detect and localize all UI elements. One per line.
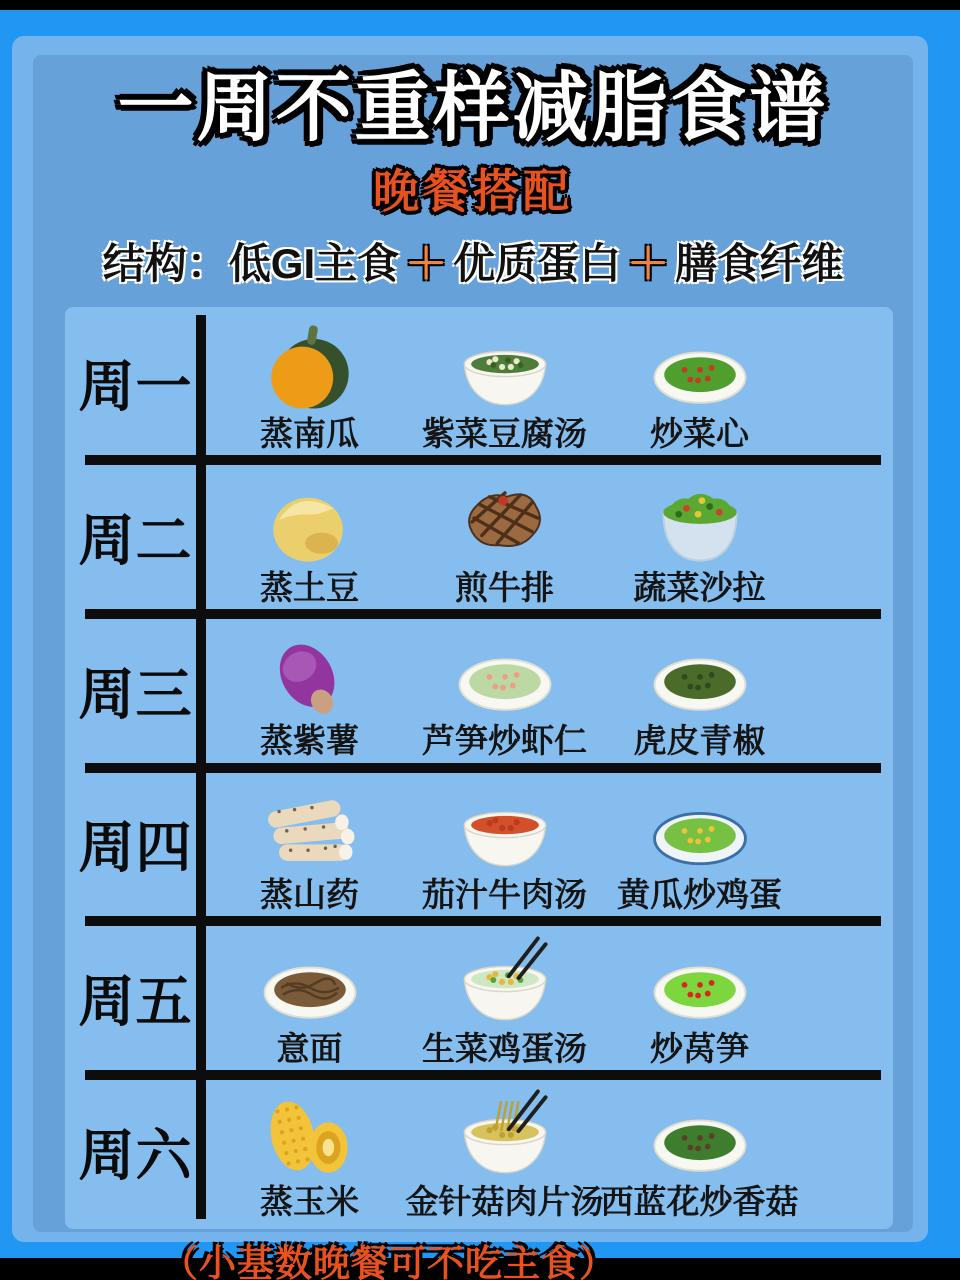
dish-caption: 蒸玉米 — [260, 1183, 359, 1221]
pumpkin-icon — [252, 318, 368, 414]
dish-caption: 蒸紫薯 — [260, 722, 359, 760]
poster-title: 一周不重样减脂食谱 — [117, 66, 829, 151]
shrimp-asparagus-icon — [447, 625, 563, 721]
day-row — [65, 768, 893, 922]
blistered-pepper-icon — [642, 625, 758, 721]
day-row — [65, 921, 893, 1075]
structure-line — [33, 231, 913, 291]
dish-cell — [212, 620, 407, 768]
dish-group — [206, 614, 893, 768]
day-label: 周六 — [78, 1123, 193, 1187]
vegetable-salad-icon — [642, 472, 758, 568]
dish-cell — [407, 466, 602, 614]
dish-caption: 黄瓜炒鸡蛋 — [617, 875, 782, 913]
corn-icon — [252, 1086, 368, 1182]
dish-caption: 虎皮青椒 — [633, 722, 766, 760]
dish-caption: 意面 — [276, 1029, 343, 1067]
cucumber-egg-icon — [642, 779, 758, 875]
seaweed-tofu-soup-icon — [447, 318, 563, 414]
lettuce-egg-soup-icon — [447, 933, 563, 1029]
plus-icon: ＋ — [627, 239, 670, 287]
dish-cell — [212, 1081, 407, 1229]
tomato-beef-soup-icon — [447, 779, 563, 875]
pasta-icon — [252, 933, 368, 1029]
day-row — [65, 460, 893, 614]
dish-group — [206, 921, 893, 1075]
dish-cell — [602, 466, 797, 614]
poster-subtitle: 晚餐搭配 — [373, 164, 573, 217]
dish-cell — [602, 927, 797, 1075]
dish-cell — [602, 313, 797, 461]
day-row — [65, 614, 893, 768]
dish-caption: 煎牛排 — [455, 568, 554, 606]
dish-caption: 芦笋炒虾仁 — [422, 722, 587, 760]
structure-prefix: 结构： — [102, 239, 229, 287]
steamed-potato-icon — [252, 472, 368, 568]
dish-group — [206, 307, 893, 461]
dish-caption: 生菜鸡蛋汤 — [422, 1029, 587, 1067]
dish-caption: 西蓝花炒香菇 — [600, 1183, 799, 1221]
dish-caption: 茄汁牛肉汤 — [422, 875, 587, 913]
dish-caption: 紫菜豆腐汤 — [422, 414, 587, 452]
day-label: 周二 — [78, 509, 193, 573]
broccoli-mushroom-icon — [642, 1086, 758, 1182]
poster-frame — [0, 10, 960, 1280]
dish-caption: 蒸土豆 — [260, 568, 359, 606]
dish-cell — [602, 774, 797, 922]
dish-caption: 蒸南瓜 — [260, 414, 359, 452]
day-label: 周三 — [78, 662, 193, 726]
day-label: 周五 — [78, 970, 193, 1034]
dish-cell — [602, 620, 797, 768]
day-row — [65, 307, 893, 461]
dish-group — [206, 768, 893, 922]
purple-sweet-potato-icon — [252, 625, 368, 721]
dish-caption: 蔬菜沙拉 — [633, 568, 766, 606]
dish-cell — [602, 1081, 797, 1229]
structure-item-staple: 低GI主食 — [228, 239, 400, 287]
yam-sticks-icon — [252, 779, 368, 875]
dish-cell — [407, 927, 602, 1075]
dish-cell — [407, 1081, 602, 1229]
dish-cell — [407, 774, 602, 922]
poster-inner-frame — [12, 36, 928, 1280]
dish-group — [206, 460, 893, 614]
dish-cell — [212, 774, 407, 922]
day-label: 周一 — [78, 355, 193, 419]
poster-panel — [33, 55, 913, 1280]
plus-icon: ＋ — [405, 239, 448, 287]
steak-icon — [447, 472, 563, 568]
dish-cell — [212, 466, 407, 614]
enoki-pork-soup-icon — [447, 1086, 563, 1182]
day-row — [65, 1075, 893, 1229]
structure-item-fiber: 膳食纤维 — [675, 239, 844, 287]
dish-cell — [212, 927, 407, 1075]
structure-item-protein: 优质蛋白 — [453, 239, 622, 287]
lettuce-stem-icon — [642, 933, 758, 1029]
dish-group — [206, 1075, 893, 1229]
meal-table-rows — [65, 307, 893, 1229]
day-label: 周四 — [78, 816, 193, 880]
dish-caption: 金针菇肉片汤 — [405, 1183, 604, 1221]
footnote: （小基数晚餐可不吃主食） — [161, 1242, 617, 1280]
dish-cell — [407, 313, 602, 461]
dish-caption: 炒莴笋 — [650, 1029, 749, 1067]
dish-cell — [212, 313, 407, 461]
dish-caption: 蒸山药 — [260, 875, 359, 913]
dish-cell — [407, 620, 602, 768]
dish-caption: 炒菜心 — [650, 414, 749, 452]
meal-table — [65, 307, 893, 1229]
stir-fried-greens-icon — [642, 318, 758, 414]
